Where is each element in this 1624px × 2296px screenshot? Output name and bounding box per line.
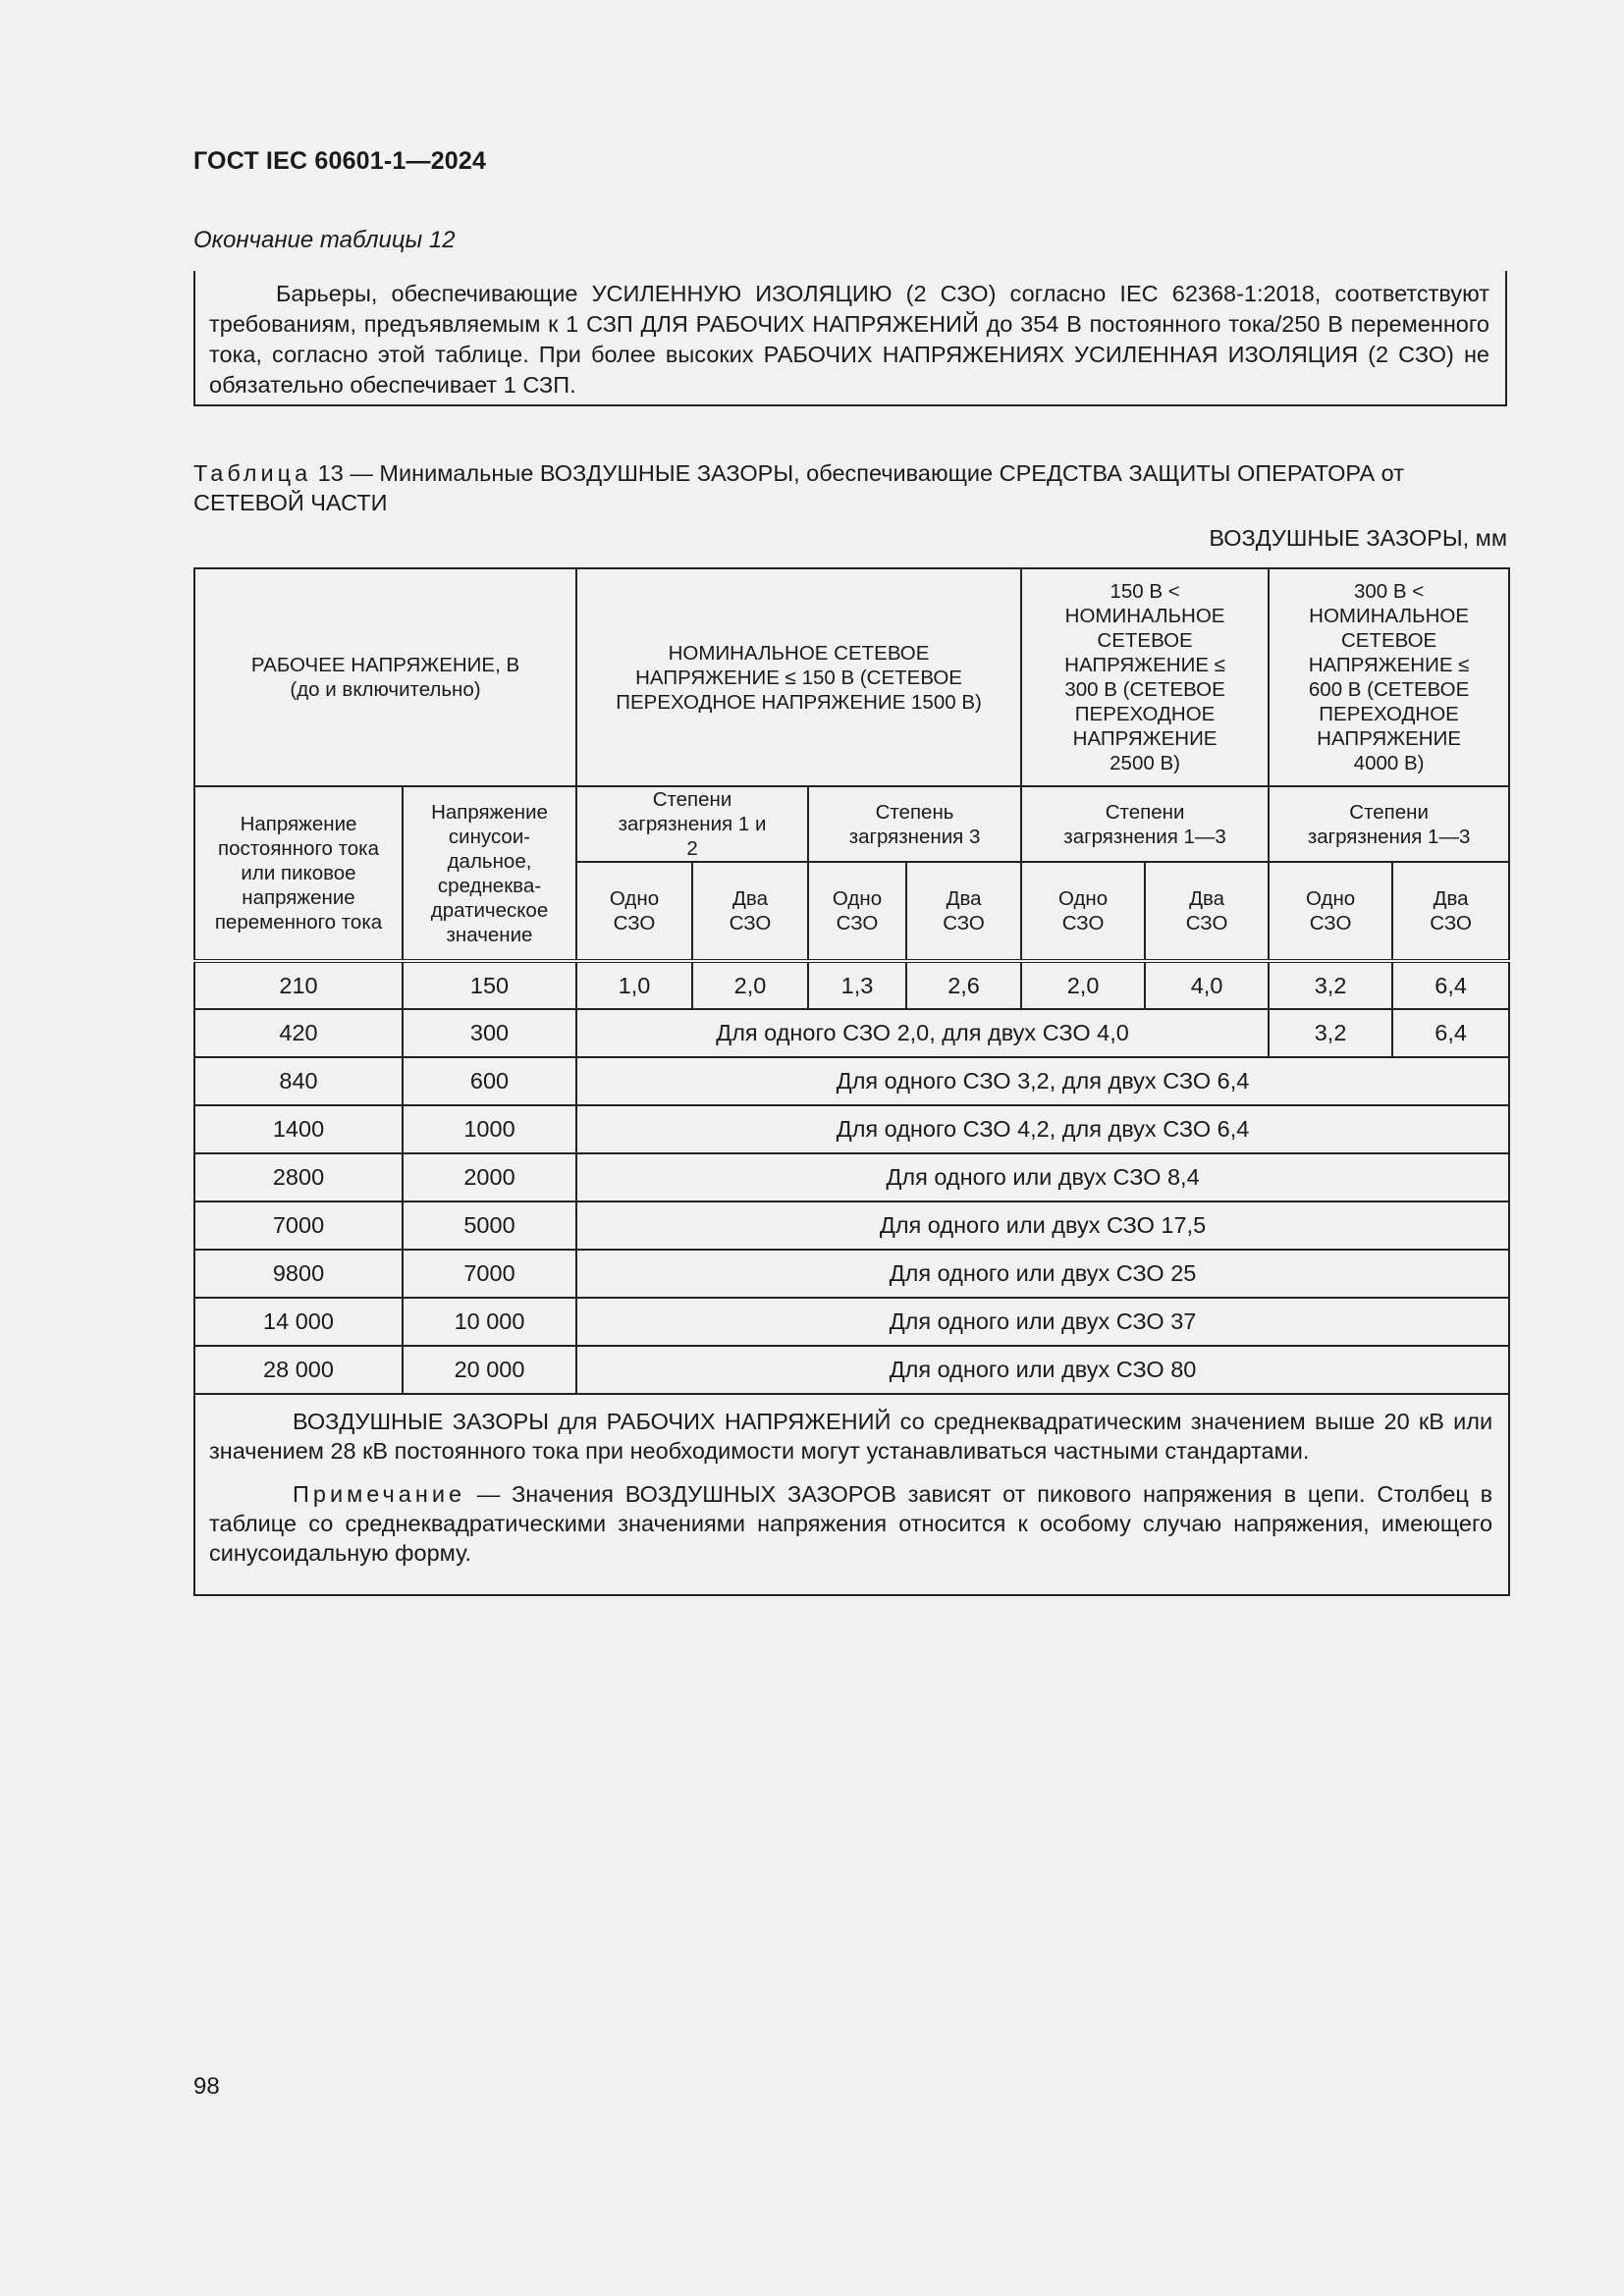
previous-table-note: Барьеры, обеспечивающие УСИЛЕННУЮ ИЗОЛЯЦИЮ (2 СЗО) согласно IEC 62368-1:2018, соответствуют требованиям, предъявляемым к 1 СЗП ДЛЯ РАБОЧИХ НАПРЯЖЕНИЙ до 354 В постоянного тока/250 В переменного тока, согласно этой таблице. При более высоких РАБОЧИХ НАПРЯЖЕНИЯХ УСИЛЕННАЯ ИЗОЛЯЦИЯ (2 СЗО) не обязательно обеспечивает 1 СЗП. — [209, 281, 1489, 398]
cell-rms: 300 — [403, 1009, 576, 1057]
table-row — [194, 1009, 1509, 1057]
cell-value: 3,2 — [1269, 1009, 1392, 1057]
cell-value: 2,0 — [692, 961, 808, 1009]
cell-value: 3,2 — [1269, 961, 1392, 1009]
header-one-mop: Одно СЗО — [1269, 862, 1392, 961]
table-note — [209, 1479, 1492, 1568]
cell-value: 4,0 — [1145, 961, 1269, 1009]
cell-value: 6,4 — [1392, 1009, 1509, 1057]
header-pollution-degree-1-3-b: Степени загрязнения 1—3 — [1269, 786, 1509, 862]
clearance-table — [193, 567, 1510, 1596]
header-row-2 — [194, 786, 1509, 862]
table-caption-text: 13 — Минимальные ВОЗДУШНЫЕ ЗАЗОРЫ, обеспечивающие СРЕДСТВА ЗАЩИТЫ ОПЕРАТОРА от СЕТЕВОЙ ЧАСТИ — [193, 460, 1404, 515]
header-working-voltage: РАБОЧЕЕ НАПРЯЖЕНИЕ, В (до и включительно) — [194, 568, 576, 786]
header-row-1 — [194, 568, 1509, 786]
cell-rms: 600 — [403, 1057, 576, 1105]
cell-rms: 7000 — [403, 1250, 576, 1298]
header-group-300v: 150 В < НОМИНАЛЬНОЕ СЕТЕВОЕ НАПРЯЖЕНИЕ ≤ 300 В (СЕТЕВОЕ ПЕРЕХОДНОЕ НАПРЯЖЕНИЕ 2500 В) — [1021, 568, 1269, 786]
header-two-mop: Два СЗО — [1145, 862, 1269, 961]
cell-rms: 10 000 — [403, 1298, 576, 1346]
cell-merged-value: Для одного или двух СЗО 37 — [576, 1298, 1509, 1346]
cell-rms: 150 — [403, 961, 576, 1009]
cell-value: 6,4 — [1392, 961, 1509, 1009]
cell-peak: 28 000 — [194, 1346, 403, 1394]
table-row — [194, 1298, 1509, 1346]
table-row — [194, 1250, 1509, 1298]
cell-rms: 2000 — [403, 1153, 576, 1201]
cell-merged-value: Для одного или двух СЗО 8,4 — [576, 1153, 1509, 1201]
notes-row — [194, 1394, 1509, 1595]
header-rms-voltage: Напряжение синусои-дальное, среднеква-дратическое значение — [403, 786, 576, 961]
cell-peak: 2800 — [194, 1153, 403, 1201]
table-row — [194, 1346, 1509, 1394]
cell-peak: 210 — [194, 961, 403, 1009]
cell-peak: 420 — [194, 1009, 403, 1057]
table-row — [194, 961, 1509, 1009]
header-two-mop: Два СЗО — [1392, 862, 1509, 961]
units-label: ВОЗДУШНЫЕ ЗАЗОРЫ, мм — [1209, 525, 1507, 551]
table-notes — [194, 1394, 1509, 1595]
previous-table-note-box — [193, 271, 1507, 406]
cell-merged-value: Для одного СЗО 3,2, для двух СЗО 6,4 — [576, 1057, 1509, 1105]
table-caption — [193, 458, 1507, 517]
header-pollution-degree-3: Степень загрязнения 3 — [808, 786, 1021, 862]
cell-peak: 7000 — [194, 1201, 403, 1250]
cell-peak: 14 000 — [194, 1298, 403, 1346]
table-continuation-label: Окончание таблицы 12 — [193, 227, 456, 253]
header-group-150v: НОМИНАЛЬНОЕ СЕТЕВОЕ НАПРЯЖЕНИЕ ≤ 150 В (СЕТЕВОЕ ПЕРЕХОДНОЕ НАПРЯЖЕНИЕ 1500 В) — [576, 568, 1021, 786]
cell-value: 2,0 — [1021, 961, 1145, 1009]
table-footnote: ВОЗДУШНЫЕ ЗАЗОРЫ для РАБОЧИХ НАПРЯЖЕНИЙ со среднеквадратическим значением выше 20 кВ или значением 28 кВ постоянного тока при необходимости могут устанавливаться частными стандартами. — [209, 1409, 1493, 1464]
table-row — [194, 1201, 1509, 1250]
page-number: 98 — [193, 2073, 220, 2100]
header-pollution-degree-1-2: Степени загрязнения 1 и 2 — [576, 786, 808, 862]
note-text: — Значения ВОЗДУШНЫХ ЗАЗОРОВ зависят от пикового напряжения в цепи. Столбец в таблице со среднеквадратическими значениями напряжения относится к особому случаю напряжения, имеющего синусоидальную форму. — [209, 1481, 1493, 1566]
header-two-mop: Два СЗО — [692, 862, 808, 961]
cell-peak: 1400 — [194, 1105, 403, 1153]
table-row — [194, 1057, 1509, 1105]
table-row — [194, 1153, 1509, 1201]
note-prefix: Примечание — [293, 1481, 466, 1507]
cell-rms: 1000 — [403, 1105, 576, 1153]
header-pollution-degree-1-3-a: Степени загрязнения 1—3 — [1021, 786, 1269, 862]
cell-peak: 840 — [194, 1057, 403, 1105]
cell-value: 1,3 — [808, 961, 906, 1009]
cell-rms: 20 000 — [403, 1346, 576, 1394]
cell-rms: 5000 — [403, 1201, 576, 1250]
cell-value: 1,0 — [576, 961, 692, 1009]
header-peak-voltage: Напряжение постоянного тока или пиковое напряжение переменного тока — [194, 786, 403, 961]
header-one-mop: Одно СЗО — [576, 862, 692, 961]
cell-merged-value: Для одного или двух СЗО 17,5 — [576, 1201, 1509, 1250]
header-one-mop: Одно СЗО — [1021, 862, 1145, 961]
cell-merged-value: Для одного СЗО 4,2, для двух СЗО 6,4 — [576, 1105, 1509, 1153]
header-one-mop: Одно СЗО — [808, 862, 906, 961]
table-row — [194, 1105, 1509, 1153]
cell-peak: 9800 — [194, 1250, 403, 1298]
header-two-mop: Два СЗО — [906, 862, 1021, 961]
table-caption-prefix: Таблица — [193, 460, 312, 486]
cell-merged-value: Для одного или двух СЗО 25 — [576, 1250, 1509, 1298]
cell-merged-value: Для одного или двух СЗО 80 — [576, 1346, 1509, 1394]
header-group-600v: 300 В < НОМИНАЛЬНОЕ СЕТЕВОЕ НАПРЯЖЕНИЕ ≤ 600 В (СЕТЕВОЕ ПЕРЕХОДНОЕ НАПРЯЖЕНИЕ 4000 В) — [1269, 568, 1509, 786]
document-header: ГОСТ IEC 60601-1—2024 — [193, 147, 487, 175]
cell-value: 2,6 — [906, 961, 1021, 1009]
cell-merged-value: Для одного СЗО 2,0, для двух СЗО 4,0 — [576, 1009, 1269, 1057]
